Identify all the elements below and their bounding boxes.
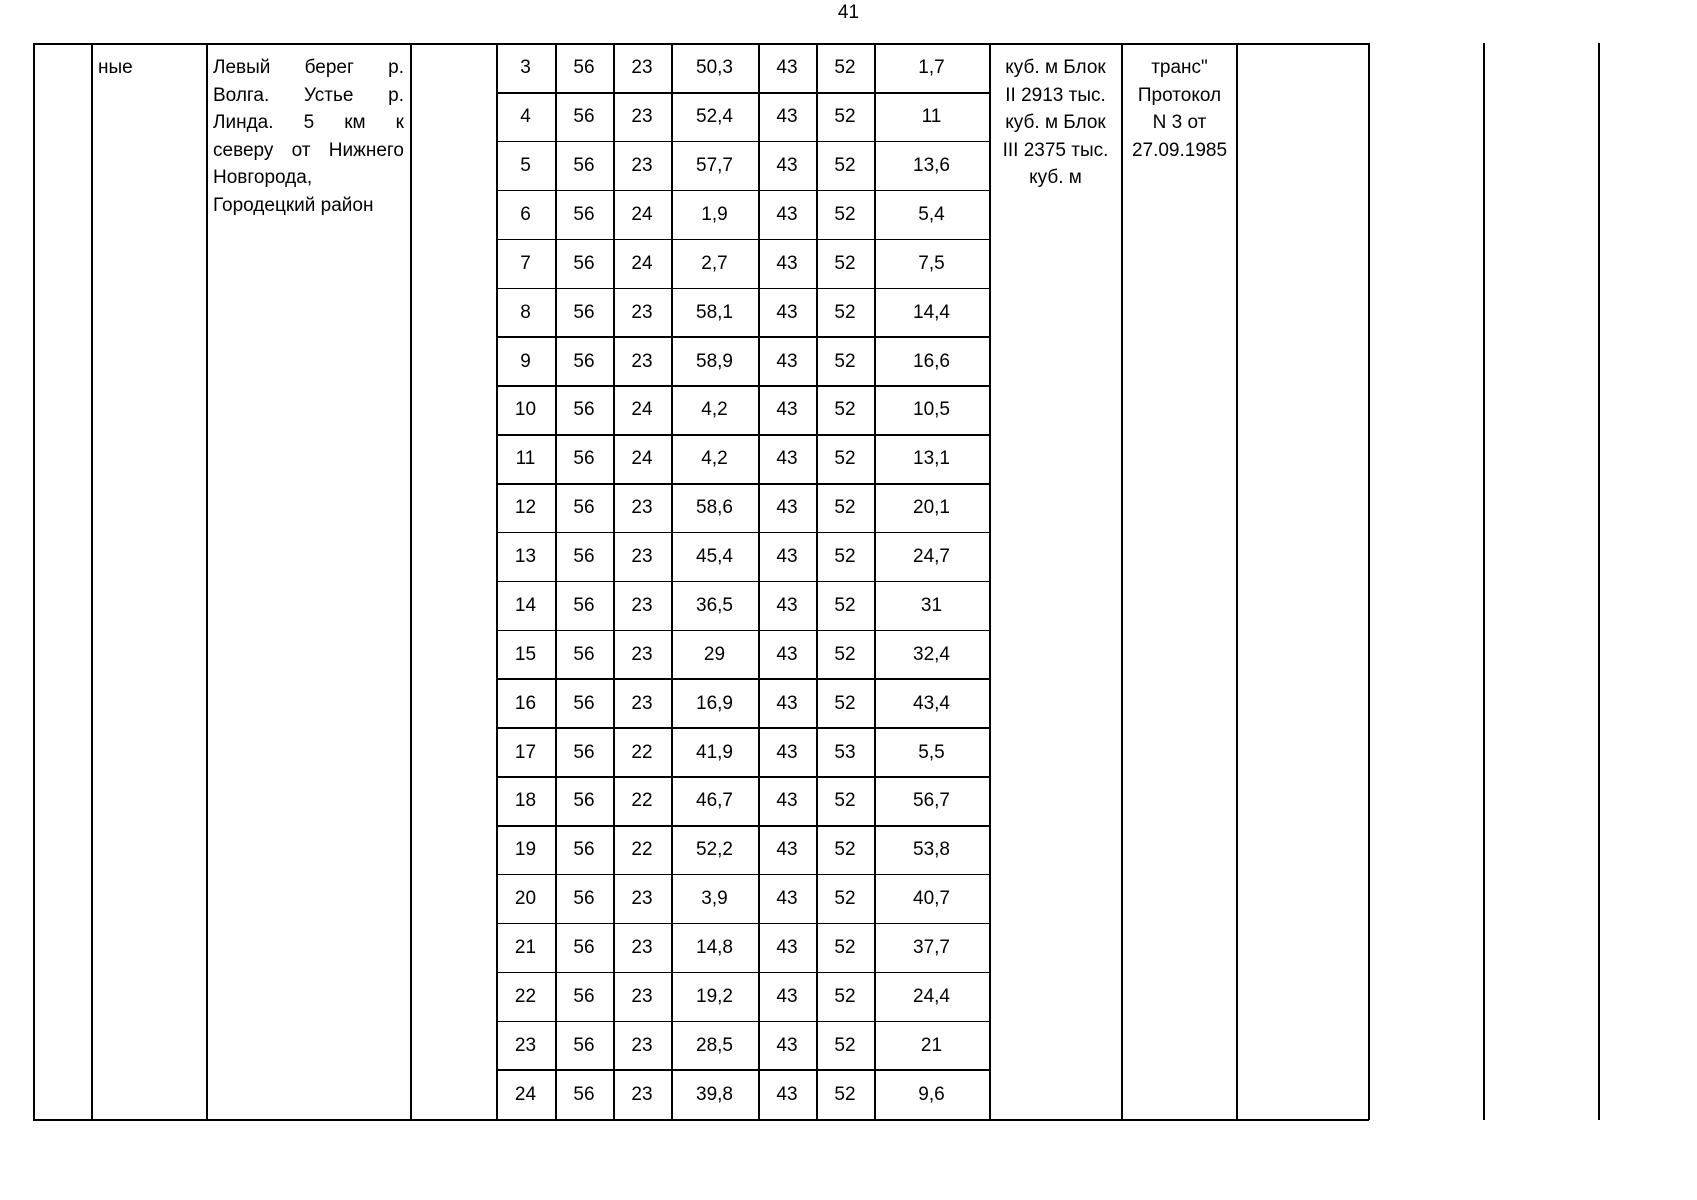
lon-minutes-cell: 52 bbox=[834, 155, 856, 177]
lat-minutes-cell: 24 bbox=[631, 448, 653, 470]
lon-degrees-cell: 43 bbox=[776, 57, 798, 79]
lon-minutes-cell: 52 bbox=[834, 252, 856, 274]
lon-degrees-cell: 43 bbox=[776, 1083, 798, 1105]
point-number-cell: 10 bbox=[514, 399, 537, 421]
lat-seconds-cell: 52,4 bbox=[696, 106, 733, 128]
lon-degrees-cell: 43 bbox=[776, 985, 798, 1007]
lat-minutes-cell: 22 bbox=[631, 839, 653, 861]
col-divider bbox=[33, 43, 35, 1120]
table-bottom-border bbox=[33, 1119, 1369, 1121]
lon-minutes-cell: 52 bbox=[834, 888, 856, 910]
point-number-cell: 19 bbox=[514, 839, 537, 861]
lat-seconds-cell: 58,1 bbox=[696, 301, 733, 323]
lon-seconds-cell: 24,4 bbox=[913, 985, 950, 1007]
lat-degrees-cell: 56 bbox=[573, 594, 595, 616]
point-number-cell: 8 bbox=[520, 301, 531, 323]
lon-degrees-cell: 43 bbox=[776, 448, 798, 470]
lat-minutes-cell: 23 bbox=[631, 594, 653, 616]
col-divider bbox=[1121, 43, 1123, 1120]
lat-degrees-cell: 56 bbox=[573, 546, 595, 568]
point-number-cell: 4 bbox=[520, 106, 531, 128]
lon-seconds-cell: 53,8 bbox=[913, 839, 950, 861]
lon-minutes-cell: 52 bbox=[834, 985, 856, 1007]
lon-degrees-cell: 43 bbox=[776, 252, 798, 274]
lat-degrees-cell: 56 bbox=[573, 57, 595, 79]
lon-minutes-cell: 52 bbox=[834, 399, 856, 421]
lat-seconds-cell: 28,5 bbox=[696, 1034, 733, 1056]
location-word: берег bbox=[304, 57, 354, 78]
lat-seconds-cell: 4,2 bbox=[701, 399, 728, 421]
lat-seconds-cell: 3,9 bbox=[701, 888, 728, 910]
location-line bbox=[213, 54, 404, 82]
lat-seconds-cell: 1,9 bbox=[701, 204, 728, 225]
lon-minutes-cell: 52 bbox=[834, 497, 856, 519]
lon-minutes-cell: 52 bbox=[834, 692, 856, 714]
deposit-type-fragment: ные bbox=[98, 57, 133, 78]
lat-degrees-cell: 56 bbox=[573, 1034, 595, 1056]
reserves-line: куб. м bbox=[1029, 167, 1082, 188]
lat-seconds-cell: 58,9 bbox=[696, 350, 733, 372]
lon-seconds-cell: 10,5 bbox=[913, 399, 950, 421]
location-line bbox=[213, 137, 404, 165]
lon-seconds-cell: 9,6 bbox=[918, 1083, 945, 1105]
col-divider bbox=[1483, 43, 1485, 1120]
location-word: Левый bbox=[213, 57, 271, 78]
page-number: 41 bbox=[837, 2, 860, 23]
point-number-cell: 7 bbox=[520, 252, 531, 274]
point-number-cell: 6 bbox=[520, 204, 531, 225]
lon-degrees-cell: 43 bbox=[776, 301, 798, 323]
lat-minutes-cell: 24 bbox=[631, 204, 653, 225]
location-word: от bbox=[291, 139, 311, 161]
lat-minutes-cell: 23 bbox=[631, 350, 653, 372]
lon-degrees-cell: 43 bbox=[776, 839, 798, 861]
lat-minutes-cell: 23 bbox=[631, 888, 653, 910]
reserves-line: III 2375 тыс. bbox=[1002, 139, 1109, 161]
lon-seconds-cell: 13,1 bbox=[913, 448, 950, 470]
location-word: р. bbox=[388, 57, 404, 78]
lat-degrees-cell: 56 bbox=[573, 643, 595, 665]
lat-degrees-cell: 56 bbox=[573, 106, 595, 128]
reserves-line: II 2913 тыс. bbox=[1005, 84, 1106, 106]
col-divider bbox=[206, 43, 208, 1120]
lon-minutes-cell: 52 bbox=[834, 106, 856, 128]
reserves-line: куб. м Блок bbox=[1005, 112, 1106, 133]
lat-seconds-cell: 36,5 bbox=[696, 594, 733, 616]
location-line bbox=[213, 109, 404, 137]
lon-seconds-cell: 40,7 bbox=[913, 888, 950, 910]
reserves-description bbox=[990, 54, 1121, 192]
lon-degrees-cell: 43 bbox=[776, 204, 798, 225]
document-line: 27.09.1985 bbox=[1131, 139, 1228, 161]
location-line: Городецкий район bbox=[213, 194, 374, 216]
point-number-cell: 3 bbox=[520, 57, 531, 79]
lat-minutes-cell: 23 bbox=[631, 1083, 653, 1105]
lon-minutes-cell: 53 bbox=[834, 741, 856, 763]
point-number-cell: 20 bbox=[514, 888, 537, 910]
lon-seconds-cell: 13,6 bbox=[913, 155, 950, 177]
lat-degrees-cell: 56 bbox=[573, 839, 595, 861]
point-number-cell: 5 bbox=[520, 155, 531, 177]
lon-minutes-cell: 52 bbox=[834, 839, 856, 861]
point-number-cell: 11 bbox=[515, 448, 536, 470]
lat-minutes-cell: 24 bbox=[631, 399, 653, 421]
point-number-cell: 17 bbox=[514, 741, 537, 763]
lat-seconds-cell: 39,8 bbox=[696, 1083, 733, 1105]
lat-degrees-cell: 56 bbox=[573, 155, 595, 177]
lat-minutes-cell: 24 bbox=[631, 252, 653, 274]
location-line: Новгорода, bbox=[213, 167, 313, 188]
location-word: Волга. bbox=[213, 84, 270, 106]
lat-minutes-cell: 23 bbox=[631, 1034, 653, 1056]
lon-minutes-cell: 52 bbox=[834, 350, 856, 372]
lon-degrees-cell: 43 bbox=[776, 399, 798, 421]
lat-seconds-cell: 45,4 bbox=[696, 546, 733, 568]
lat-minutes-cell: 22 bbox=[631, 741, 653, 763]
lon-seconds-cell: 5,4 bbox=[918, 204, 945, 225]
col-divider bbox=[1368, 43, 1370, 1120]
lat-seconds-cell: 14,8 bbox=[696, 936, 733, 958]
lat-minutes-cell: 23 bbox=[631, 692, 653, 714]
lat-minutes-cell: 23 bbox=[631, 643, 653, 665]
lon-degrees-cell: 43 bbox=[776, 888, 798, 910]
lon-degrees-cell: 43 bbox=[776, 936, 798, 958]
lon-minutes-cell: 52 bbox=[834, 301, 856, 323]
document-line: Протокол bbox=[1137, 84, 1222, 106]
point-number-cell: 15 bbox=[514, 643, 537, 665]
lon-seconds-cell: 5,5 bbox=[918, 741, 945, 763]
lat-minutes-cell: 23 bbox=[631, 301, 653, 323]
lat-degrees-cell: 56 bbox=[573, 1083, 595, 1105]
col-divider bbox=[1236, 43, 1238, 1120]
point-number-cell: 24 bbox=[514, 1083, 537, 1105]
lon-minutes-cell: 52 bbox=[834, 936, 856, 958]
lat-degrees-cell: 56 bbox=[573, 399, 595, 421]
lon-minutes-cell: 52 bbox=[834, 546, 856, 568]
lon-seconds-cell: 56,7 bbox=[913, 790, 950, 812]
lon-degrees-cell: 43 bbox=[776, 350, 798, 372]
col-divider bbox=[410, 43, 412, 1120]
lon-minutes-cell: 52 bbox=[834, 1083, 856, 1105]
location-word: Устье bbox=[303, 84, 354, 106]
lat-seconds-cell: 50,3 bbox=[696, 57, 733, 79]
point-number-cell: 9 bbox=[520, 350, 531, 372]
lat-minutes-cell: 23 bbox=[631, 936, 653, 958]
document-line: транс" bbox=[1151, 57, 1208, 78]
lat-seconds-cell: 2,7 bbox=[701, 252, 728, 274]
lat-seconds-cell: 58,6 bbox=[696, 497, 733, 519]
lon-degrees-cell: 43 bbox=[776, 1034, 798, 1056]
col-divider bbox=[1598, 43, 1600, 1120]
location-word: к bbox=[395, 112, 404, 133]
lat-degrees-cell: 56 bbox=[573, 497, 595, 519]
lat-degrees-cell: 56 bbox=[573, 790, 595, 812]
lat-minutes-cell: 23 bbox=[631, 546, 653, 568]
lon-minutes-cell: 52 bbox=[834, 57, 856, 79]
location-line bbox=[213, 82, 404, 110]
point-number-cell: 13 bbox=[514, 546, 537, 568]
lat-degrees-cell: 56 bbox=[573, 301, 595, 323]
lon-seconds-cell: 24,7 bbox=[913, 546, 950, 568]
lat-degrees-cell: 56 bbox=[573, 888, 595, 910]
lon-seconds-cell: 32,4 bbox=[913, 643, 950, 665]
lat-degrees-cell: 56 bbox=[573, 936, 595, 958]
location-word: северу bbox=[213, 139, 274, 161]
lat-seconds-cell: 4,2 bbox=[701, 448, 728, 470]
lat-minutes-cell: 22 bbox=[631, 790, 653, 812]
location-word: Нижнего bbox=[328, 139, 404, 161]
lat-degrees-cell: 56 bbox=[573, 692, 595, 714]
lon-degrees-cell: 43 bbox=[776, 643, 798, 665]
point-number-cell: 23 bbox=[514, 1034, 537, 1056]
lon-seconds-cell: 21 bbox=[920, 1034, 943, 1056]
lon-degrees-cell: 43 bbox=[776, 741, 798, 763]
lon-minutes-cell: 52 bbox=[834, 1034, 856, 1056]
lon-seconds-cell: 1,7 bbox=[918, 57, 945, 79]
lat-degrees-cell: 56 bbox=[573, 350, 595, 372]
lon-degrees-cell: 43 bbox=[776, 497, 798, 519]
lat-seconds-cell: 46,7 bbox=[696, 790, 733, 812]
lon-degrees-cell: 43 bbox=[776, 790, 798, 812]
lat-degrees-cell: 56 bbox=[573, 741, 595, 763]
lon-degrees-cell: 43 bbox=[776, 546, 798, 568]
lat-degrees-cell: 56 bbox=[573, 985, 595, 1007]
lat-minutes-cell: 23 bbox=[631, 155, 653, 177]
lat-minutes-cell: 23 bbox=[631, 57, 653, 79]
lat-minutes-cell: 23 bbox=[631, 497, 653, 519]
lat-seconds-cell: 29 bbox=[703, 643, 726, 665]
document-line: N 3 от bbox=[1152, 112, 1207, 133]
lon-seconds-cell: 7,5 bbox=[918, 252, 945, 274]
lat-minutes-cell: 23 bbox=[631, 985, 653, 1007]
lon-seconds-cell: 31 bbox=[920, 594, 943, 616]
location-word: 5 bbox=[303, 112, 315, 133]
lon-minutes-cell: 52 bbox=[834, 448, 856, 470]
reserves-line: куб. м Блок bbox=[1005, 57, 1106, 78]
point-number-cell: 18 bbox=[514, 790, 537, 812]
lon-minutes-cell: 52 bbox=[834, 204, 856, 225]
lat-degrees-cell: 56 bbox=[573, 252, 595, 274]
col-divider bbox=[91, 43, 93, 1120]
lat-degrees-cell: 56 bbox=[573, 204, 595, 225]
lat-degrees-cell: 56 bbox=[573, 448, 595, 470]
point-number-cell: 12 bbox=[514, 497, 537, 519]
lon-minutes-cell: 52 bbox=[834, 594, 856, 616]
point-number-cell: 16 bbox=[514, 692, 537, 714]
lat-seconds-cell: 19,2 bbox=[696, 985, 733, 1007]
lat-seconds-cell: 57,7 bbox=[696, 155, 733, 177]
lat-seconds-cell: 16,9 bbox=[696, 692, 733, 714]
lat-seconds-cell: 41,9 bbox=[696, 741, 733, 763]
point-number-cell: 14 bbox=[514, 594, 537, 616]
point-number-cell: 22 bbox=[514, 985, 537, 1007]
lon-seconds-cell: 43,4 bbox=[913, 692, 950, 714]
lon-seconds-cell: 16,6 bbox=[913, 350, 950, 372]
location-word: Линда. bbox=[213, 112, 274, 133]
lat-seconds-cell: 52,2 bbox=[696, 839, 733, 861]
location-word: км bbox=[344, 112, 366, 133]
location-description bbox=[213, 54, 404, 219]
lat-minutes-cell: 23 bbox=[631, 106, 653, 128]
lon-degrees-cell: 43 bbox=[776, 106, 798, 128]
lon-degrees-cell: 43 bbox=[776, 594, 798, 616]
lon-degrees-cell: 43 bbox=[776, 692, 798, 714]
approval-document bbox=[1122, 54, 1237, 164]
lon-seconds-cell: 14,4 bbox=[913, 301, 950, 323]
lon-degrees-cell: 43 bbox=[776, 155, 798, 177]
lon-minutes-cell: 52 bbox=[834, 790, 856, 812]
lon-seconds-cell: 11 bbox=[921, 106, 942, 128]
lon-minutes-cell: 52 bbox=[834, 643, 856, 665]
point-number-cell: 21 bbox=[514, 936, 537, 958]
lon-seconds-cell: 37,7 bbox=[913, 936, 950, 958]
location-word: р. bbox=[388, 84, 404, 106]
lon-seconds-cell: 20,1 bbox=[913, 497, 950, 519]
